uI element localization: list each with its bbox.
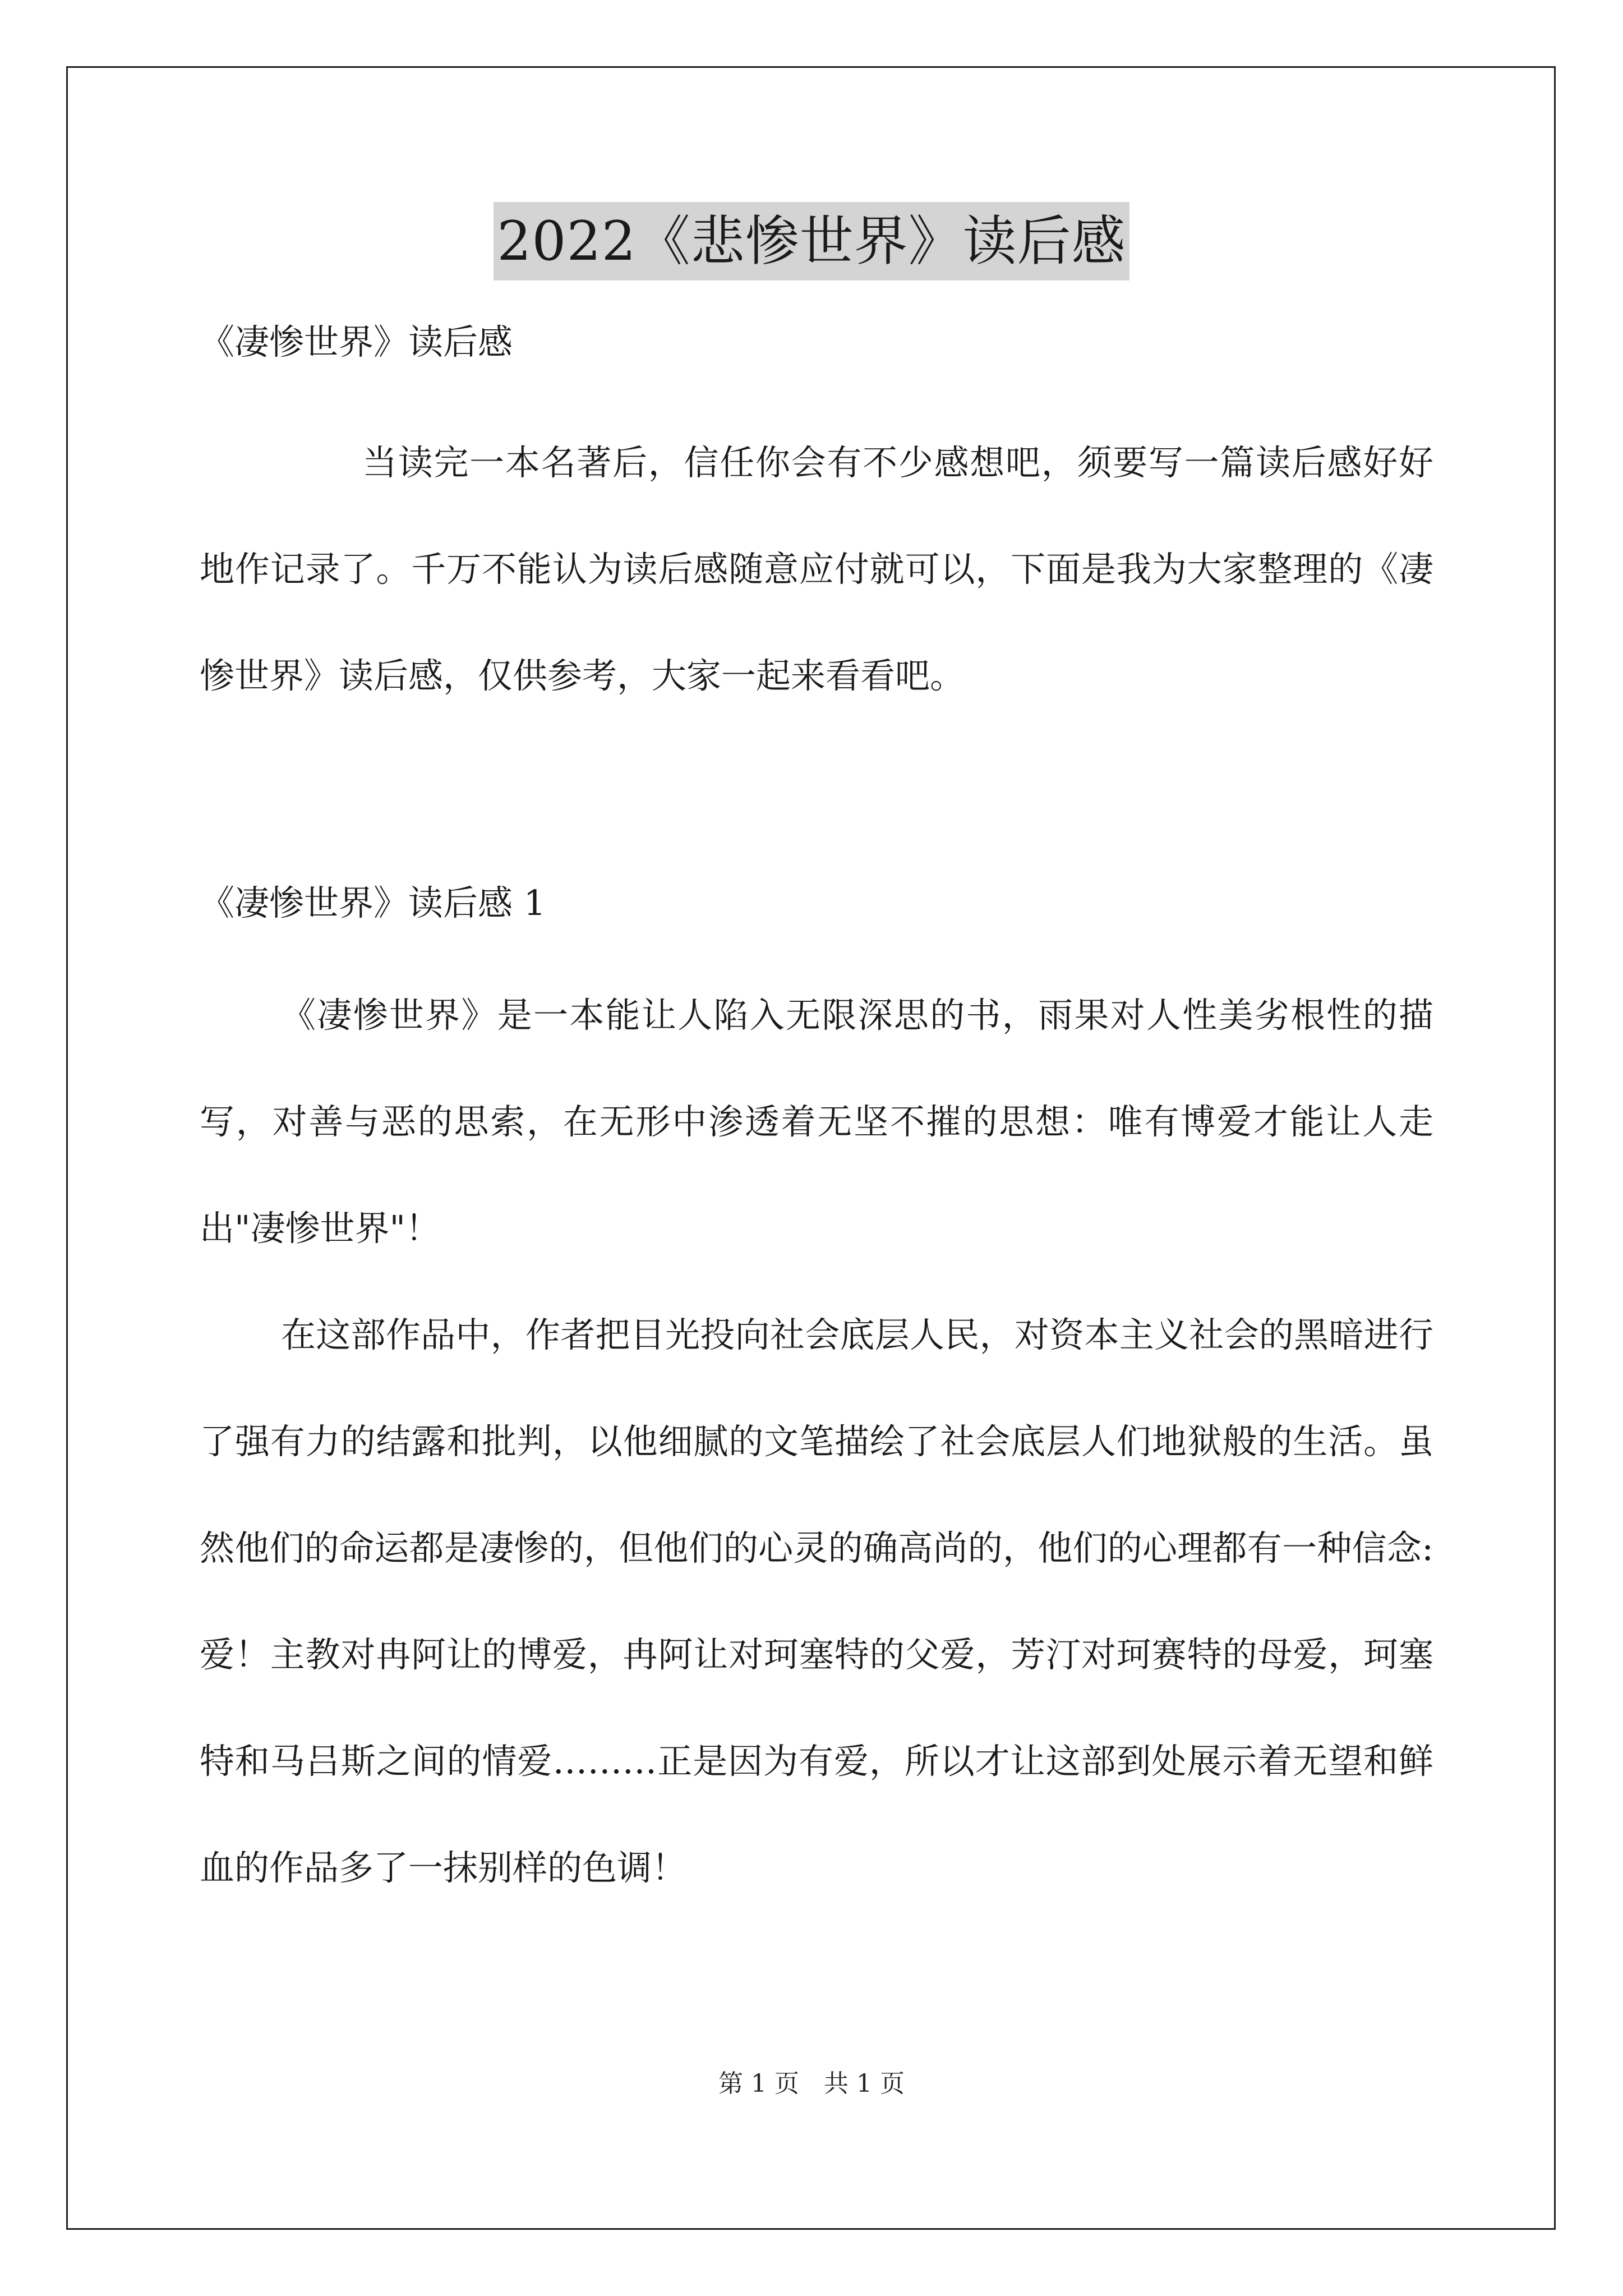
document-subtitle: 《凄惨世界》读后感 [200, 321, 513, 362]
section-title: 《凄惨世界》读后感 1 [200, 882, 546, 923]
document-title: 2022《悲惨世界》读后感 [494, 202, 1129, 280]
intro-paragraph: 当读完一本名著后，信任你会有不少感想吧，须要写一篇读后感好好地作记录了。千万不能认为读后感随意应付就可以，下面是我为大家整理的《凄惨世界》读后感，仅供参考，大家一起来看看吧。 [200, 442, 1433, 696]
body-paragraph-2: 在这部作品中，作者把目光投向社会底层人民，对资本主义社会的黑暗进行了强有力的结露和批判，以他细腻的文笔描绘了社会底层人们地狱般的生活。虽然他们的命运都是凄惨的，但他们的心灵的确高尚的，他们的心理都有一种信念:爱！主教对冉阿让的博爱，冉阿让对珂塞特的父爱，芳汀对珂赛特的母爱，珂塞特和马吕斯之间的情爱………正是因为有爱，所以才让这部到处展示着无望和鲜血的作品多了一抹别样的色调！ [200, 1314, 1433, 1888]
spacer [200, 729, 1433, 875]
page-footer: 第 1 页 共 1 页 [718, 2069, 905, 2098]
spacer [200, 370, 1433, 409]
title-container [0, 202, 1623, 280]
document-body [200, 314, 1433, 1921]
body-paragraph-1: 《凄惨世界》是一本能让人陷入无限深思的书，雨果对人性美劣根性的描写，对善与恶的思索，在无形中渗透着无坚不摧的思想：唯有博爱才能让人走出"凄惨世界"！ [200, 995, 1433, 1249]
